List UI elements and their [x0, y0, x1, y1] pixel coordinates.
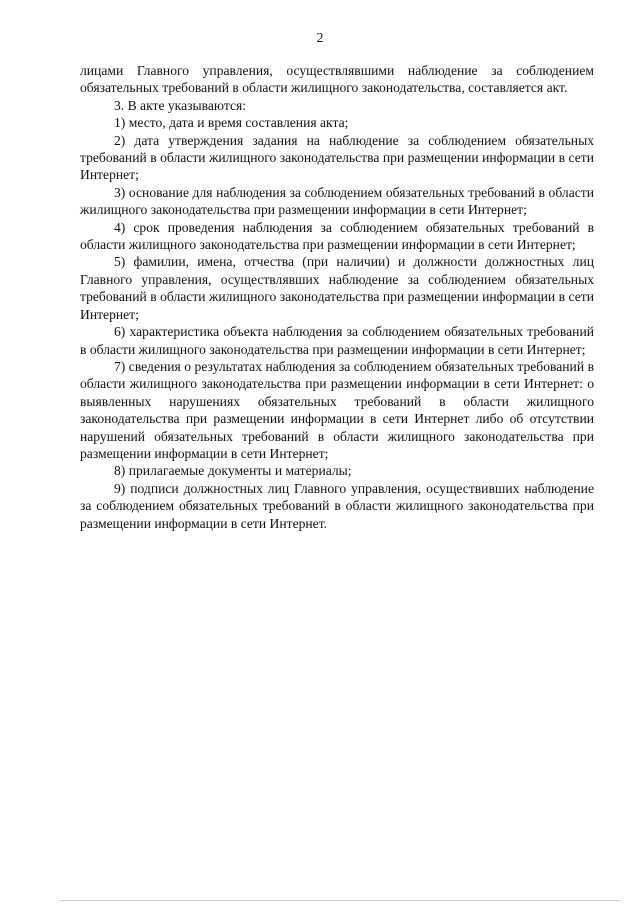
list-item-6: 6) характеристика объекта наблюдения за соблюдением обязательных требований в области жилищного законодательства при размещении информации в сети Интернет;: [80, 324, 594, 357]
list-item-7: 7) сведения о результатах наблюдения за соблюдением обязательных требований в области жилищного законодательства при размещении информации в сети Интернет: о выявленных нарушениях обязательных требований в области жилищного законодательства при размещении информации в сети Интернет либо об отсутствии нарушений обязательных требований в области жилищного законодательства при размещении информации в сети Интернет;: [80, 358, 594, 461]
list-item-5: 5) фамилии, имена, отчества (при наличии) и должности должностных лиц Главного управления, осуществлявших наблюдение за соблюдением обязательных требований в области жилищного законодательства при размещении информации в сети Интернет;: [80, 254, 594, 322]
list-item-3: 3) основание для наблюдения за соблюдением обязательных требований в области жилищного законодательства при размещении информации в сети Интернет;: [80, 184, 594, 218]
list-item-9: 9) подписи должностных лиц Главного управления, осуществивших наблюдение за соблюдением обязательных требований в области жилищного законодательства при размещении информации в сети Интернет.: [80, 480, 594, 531]
paragraph-continuation: лицами Главного управления, осуществлявшими наблюдение за соблюдением обязательных требований в области жилищного законодательства, составляется акт.: [80, 63, 594, 96]
scan-edge-line: [60, 900, 620, 901]
page-number: 2: [316, 31, 324, 46]
list-item-8: 8) прилагаемые документы и материалы;: [114, 463, 352, 479]
list-item-2: 2) дата утверждения задания на наблюдение за соблюдением обязательных требований в области жилищного законодательства при размещении информации в сети Интернет;: [80, 132, 594, 183]
list-item-1: 1) место, дата и время составления акта;: [114, 115, 349, 131]
paragraph-section-3: 3. В акте указываются:: [114, 97, 247, 113]
document-body: [80, 62, 594, 532]
list-item-4: 4) срок проведения наблюдения за соблюдением обязательных требований в области жилищного законодательства при размещении информации в сети Интернет;: [80, 219, 594, 253]
